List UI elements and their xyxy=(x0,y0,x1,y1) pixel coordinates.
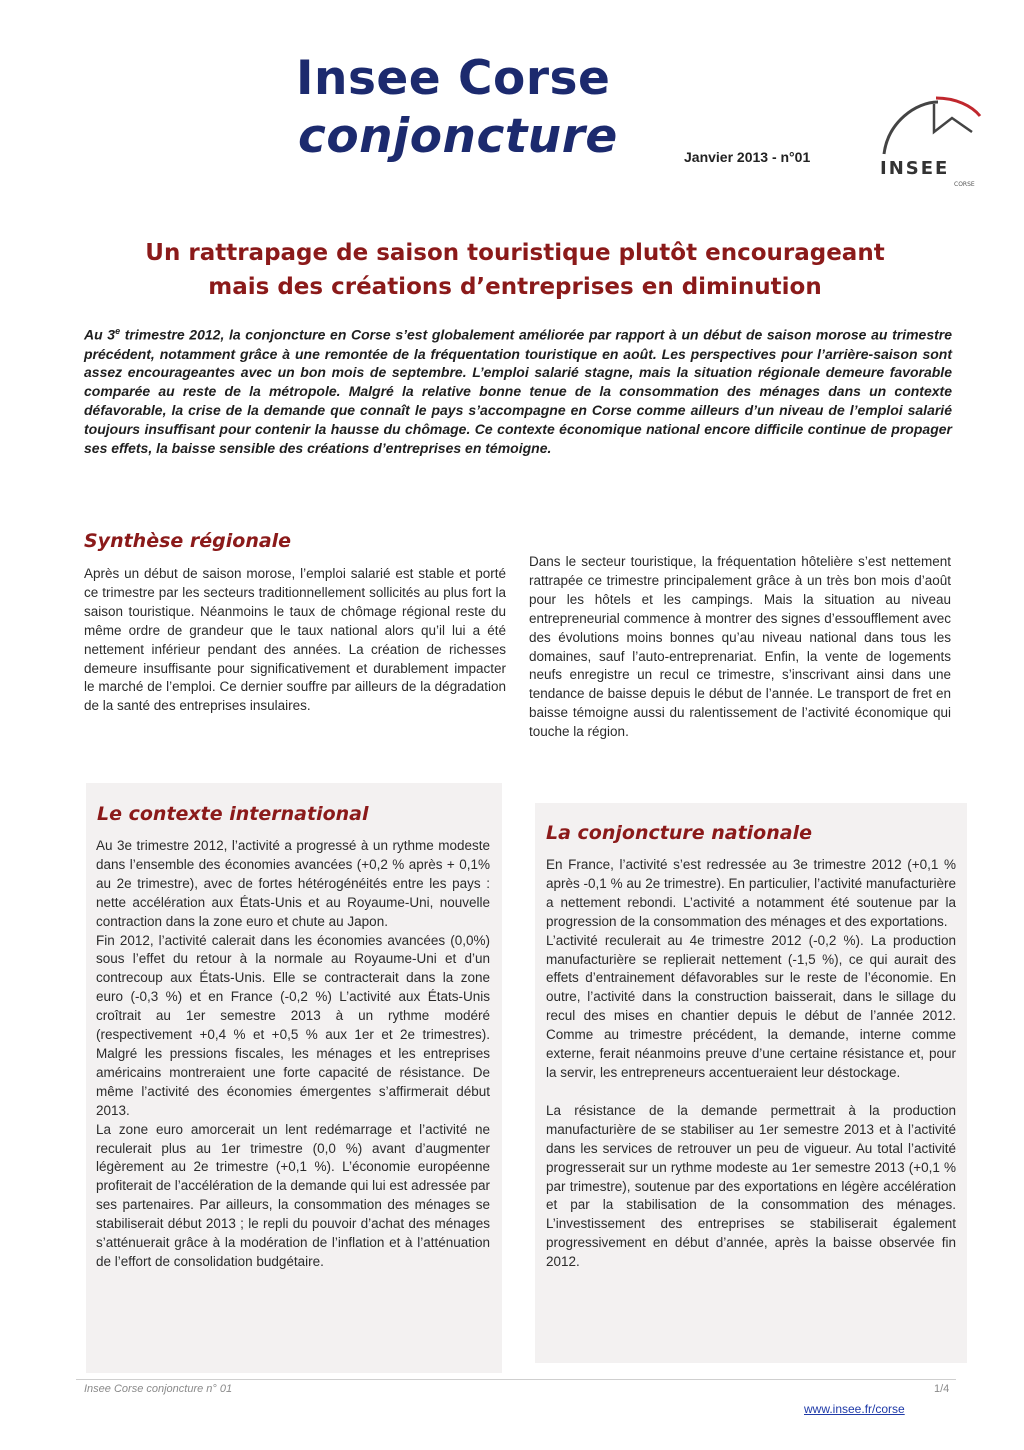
masthead-title-line2: conjoncture xyxy=(298,109,618,164)
masthead-title-line1: Insee Corse xyxy=(296,51,611,106)
headline-line1: Un rattrapage de saison touristique plutôt encourageant xyxy=(145,240,885,266)
footer-publication: Insee Corse conjoncture n° 01 xyxy=(84,1383,233,1395)
logo-text: INSEE xyxy=(880,158,950,179)
synthese-left-text: Après un début de saison morose, l’emploi salarié est stable et porté ce trimestre par les secteurs traditionnellement sollicités au plus fort la saison touristique. Néanmoins le taux de chômage régional reste du même ordre de grandeur que le taux national alors qu’il lui a été nettement inférieur pendant des années. La création de richesses demeure insuffisante pour significativement et durablement impacter le marché de l’emploi. Ce dernier souffre par ailleurs de la dégradation de la santé des entreprises insulaires. xyxy=(84,566,506,714)
insee-logo xyxy=(876,92,986,192)
international-text xyxy=(96,837,490,1272)
footer-page-number: 1/4 xyxy=(934,1383,950,1395)
headline xyxy=(80,236,950,304)
footer-divider xyxy=(76,1379,956,1380)
summary-rest: trimestre 2012, la conjoncture en Corse s’est globalement améliorée par rapport à un début de saison morose au trimestre précédent, notamment grâce à une remontée de la fréquentation touristique en août. Les perspectives pour l’arrière-saison sont assez encourageantes avec un bon mois de septembre. L’emploi salarié stagne, mais la situation régionale demeure favorable comparée au reste de la métropole. Malgré la relative bonne tenue de la consommation des ménages dans un contexte défavorable, la crise de la demande que connaît le pays s’accompagne en Corse comme ailleurs d’un niveau de l’emploi salarié toujours insuffisant pour contenir la hausse du chômage. Ce contexte économique national encore difficile continue de propager ses effets, la baisse sensible des créations d’entreprises en témoigne. xyxy=(84,326,953,457)
international-heading: Le contexte international xyxy=(97,803,369,825)
masthead-title xyxy=(296,50,676,166)
national-text xyxy=(546,856,956,1272)
summary-start: Au 3 xyxy=(84,326,116,343)
headline-line2: mais des créations d’entreprises en diminution xyxy=(208,274,822,300)
national-paragraph-3: La résistance de la demande permettrait à la production manufacturière de se stabiliser au 1er semestre 2013 et à l’activité dans les services de retrouver un peu de vigueur. Au total l’activité progresserait sur un rythme modeste au 1er semestre 2013 (+0,1 % par trimestre), soutenue par des exportations en légère accélération et par la stabilisation de la consommation des ménages. L’investissement des entreprises se stabiliserait également progressivement en début d’année, après la baisse observée fin 2012. xyxy=(546,1102,956,1270)
international-paragraph-1: Au 3e trimestre 2012, l’activité a progressé à un rythme modeste dans l’ensemble des économies avancées (+0,2 % après + 0,1% au 2e trimestre), avec de fortes hétérogénéités entre les pays : nette accélération aux États-Unis et au Royaume-Uni, nouvelle contraction dans la zone euro et chute au Japon. xyxy=(96,838,490,929)
national-paragraph-1: En France, l’activité s’est redressée au 3e trimestre 2012 (+0,1 % après -0,1 % au 2e trimestre). En particulier, l’activité manufacturière a nettement rebondi. L’activité a notamment été soutenue par la progression de la consommation des ménages et des exportations. xyxy=(546,857,956,929)
national-heading: La conjoncture nationale xyxy=(546,822,812,844)
footer-website-link[interactable]: www.insee.fr/corse xyxy=(804,1402,905,1416)
national-paragraph-2: L’activité reculerait au 4e trimestre 2012 (-0,2 %). La production manufacturière se replierait nettement (-1,5 %), ce qui aurait des effets d’entrainement défavorables sur le reste de l’économie. En outre, l’activité dans la construction baisserait, dans le sillage du recul des mises en chantier depuis le début de l’année 2012. Comme au trimestre précédent, la demande, interne comme externe, ferait néanmoins preuve d’une certaine résistance et, pour la servir, les entrepreneurs accentueraient leur déstockage. xyxy=(546,932,956,1080)
synthese-heading: Synthèse régionale xyxy=(84,530,292,552)
insee-logo-icon xyxy=(876,92,986,192)
international-paragraph-2: Fin 2012, l’activité calerait dans les économies avancées (0,0%) sous l’effet du retour à la normale au Royaume-Uni et d’un contrecoup aux États-Unis. Elle se contracterait dans la zone euro (-0,3 %) et en France (-0,2 %) L’activité aux États-Unis croîtrait au 1er semestre 2013 à un rythme modéré (respectivement +0,4 % et +0,5 % aux 1er et 2e trimestres). Malgré les pressions fiscales, les ménages et les entreprises américains montreraient une forte capacité de résistance. De même l’activité des économies émergentes s’affirmerait début 2013. xyxy=(96,932,490,1118)
international-paragraph-3: La zone euro amorcerait un lent redémarrage et l’activité ne reculerait plus au 1er trimestre (0,0 %) avant d’augmenter légèrement au 2e trimestre (+0,1 %). L’économie européenne profiterait de l’accélération de la demande qui lui est adressée par ses partenaires. Par ailleurs, la consommation des ménages se stabiliserait début 2013 ; le repli du pouvoir d’achat des ménages s’atténuerait grâce à la modération de l’inflation et à l’atténuation de l’effort de consolidation budgétaire. xyxy=(96,1121,490,1269)
synthese-right-text: Dans le secteur touristique, la fréquentation hôtelière s’est nettement rattrapée ce trimestre principalement grâce à un très bon mois d’août pour les hôtels et les campings. Mais la situation au niveau entrepreneurial commence à montrer des signes d’essoufflement avec des évolutions moins bonnes qu’au niveau national dans tous les domaines, sauf l’auto-entreprenariat. Enfin, la vente de logements neufs enregistre un recul ce trimestre, s’inscrivant ainsi dans une tendance de baisse depuis le début de l’année. Le transport de fret en baisse témoigne aussi du ralentissement de l’activité économique qui touche la région. xyxy=(529,554,951,740)
summary-sup: e xyxy=(115,326,121,336)
logo-subtext: CORSE xyxy=(954,181,975,188)
issue-label: Janvier 2013 - n°01 xyxy=(684,149,811,165)
summary-paragraph xyxy=(84,322,952,458)
